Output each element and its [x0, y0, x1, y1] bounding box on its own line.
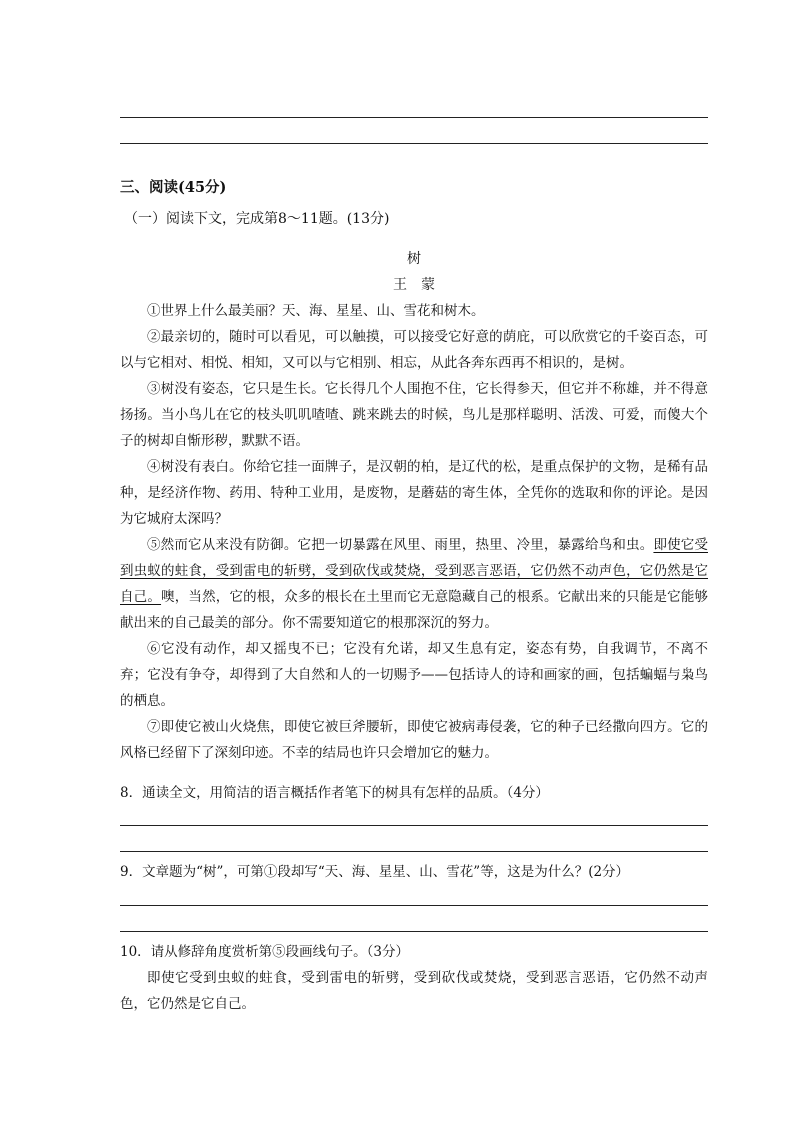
paragraph-5-start: ⑤然而它从来没有防御。它把一切暴露在风里、雨里，热里、冷里，暴露给鸟和虫。 — [147, 537, 654, 553]
paragraph-1: ①世界上什么最美丽？天、海、星星、山、雪花和树木。 — [147, 303, 485, 319]
question-9 — [120, 859, 708, 885]
question-10-quote: 即使它受到虫蚁的蛀食，受到雷电的斩劈，受到砍伐或焚烧，受到恶言恶语，它仍然不动声色，它仍然是它自己。 — [120, 970, 708, 1012]
article-body — [120, 298, 708, 766]
paragraph-5 — [120, 532, 708, 636]
sub-heading: （一）阅读下文，完成第8～11题。(13分) — [124, 211, 390, 227]
article-title: 树 — [407, 251, 421, 267]
section-heading: 三、阅读(45分) — [120, 179, 227, 196]
question-10-text: 10．请从修辞角度赏析第⑤段画线句子。（3分） — [120, 944, 410, 960]
answer-line — [120, 825, 708, 826]
answer-line — [120, 931, 708, 932]
answer-line — [120, 143, 708, 144]
paragraph-4: ④树没有表白。你给它挂一面牌子，是汉朝的柏，是辽代的松，是重点保护的文物，是稀有品种，是经济作物、药用、特种工业用，是废物，是蘑菇的寄生体，全凭你的选取和你的评论。是因为它城府太深吗？ — [120, 459, 708, 527]
question-8-text: 8．通读全文，用简洁的语言概括作者笔下的树具有怎样的品质。（4分） — [120, 785, 549, 801]
paragraph-3: ③树没有姿态，它只是生长。它长得几个人围抱不住，它长得参天，但它并不称雄，并不得意扬扬。当小鸟儿在它的枝头叽叽喳喳、跳来跳去的时候，鸟儿是那样聪明、活泼、可爱，而傻大个子的树却自惭形秽，默默不语。 — [120, 381, 708, 449]
paragraph-7: ⑦即使它被山火烧焦，即使它被巨斧腰斩，即使它被病毒侵袭，它的种子已经撒向四方。它的风格已经留下了深刻印迹。不幸的结局也许只会增加它的魅力。 — [120, 719, 708, 761]
answer-line — [120, 905, 708, 906]
question-9-text: 9．文章题为“树”，可第①段却写“天、海、星星、山、雪花”等，这是为什么？(2分） — [120, 864, 630, 880]
question-8 — [120, 780, 708, 806]
answer-line — [120, 851, 708, 852]
article-author: 王 蒙 — [393, 277, 435, 293]
paragraph-6: ⑥它没有动作，却又摇曳不已；它没有允诺，却又生息有定，姿态有势，自我调节，不离不弃；它没有争夺，却得到了大自然和人的一切赐予——包括诗人的诗和画家的画，包括蝙蝠与枭鸟的栖息。 — [120, 641, 708, 709]
answer-line — [120, 117, 708, 118]
question-10 — [120, 939, 708, 1017]
paragraph-5-end: 噢，当然，它的根，众多的根长在土里而它无意隐藏自己的根系。它献出来的只能是它能够献出来的自己最美的部分。你不需要知道它的根那深沉的努力。 — [120, 589, 709, 631]
paragraph-2: ②最亲切的，随时可以看见，可以触摸，可以接受它好意的荫庇，可以欣赏它的千姿百态，可以与它相对、相悦、相知，又可以与它相别、相忘，从此各奔东西再不相识的，是树。 — [120, 329, 708, 371]
underlined-sentence: 即使它受到虫蚁的蛀食，受到雷电的斩劈，受到砍伐或焚烧，受到恶言恶语，它仍然不动声色，它仍然是它自己。 — [120, 537, 708, 605]
